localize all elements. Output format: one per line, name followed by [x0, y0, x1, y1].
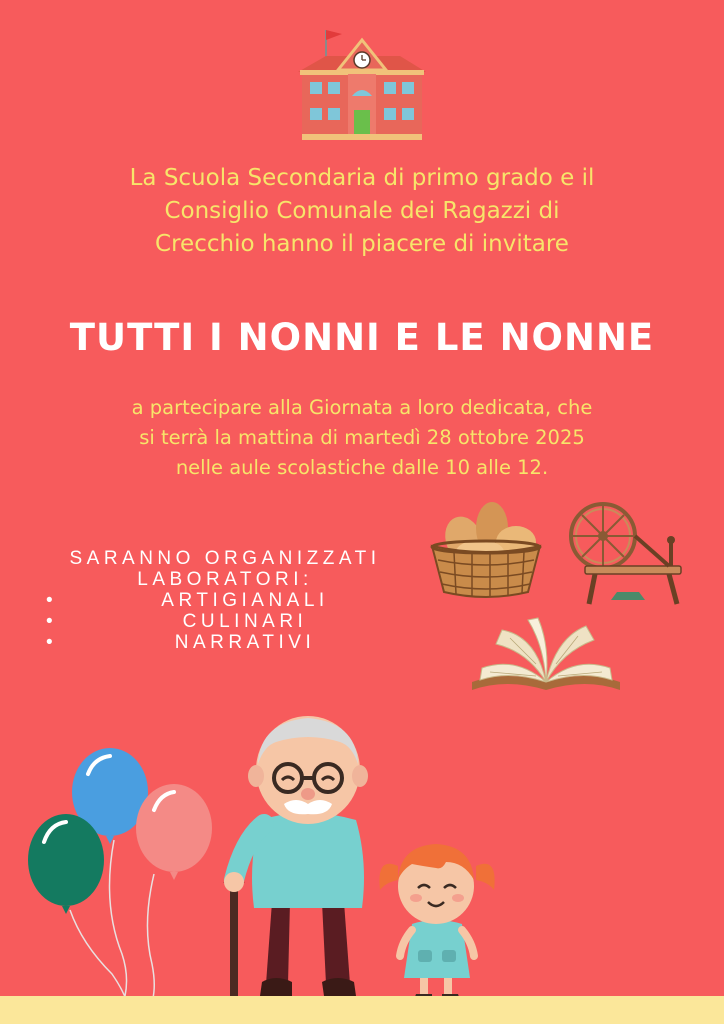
event-details: [40, 393, 684, 483]
bread-basket-icon: [424, 496, 548, 600]
workshops-heading: SARANNO ORGANIZZATI: [69, 548, 381, 569]
details-line: nelle aule scolastiche dalle 10 alle 12.: [175, 456, 549, 479]
list-item: [30, 611, 420, 632]
list-item-label: ARTIGIANALI: [161, 590, 329, 611]
bullet: •: [46, 611, 53, 632]
spinning-wheel-icon: [565, 500, 687, 610]
ground-strip: [0, 996, 724, 1024]
open-book-icon: [466, 616, 626, 700]
balloons-icon: [22, 744, 222, 1014]
intro-line: Consiglio Comunale dei Ragazzi di: [164, 198, 560, 224]
headline: TUTTI I NONNI E LE NONNE: [69, 316, 655, 359]
workshops-section: [30, 548, 420, 653]
workshops-subheading: LABORATORI:: [137, 569, 313, 590]
details-line: a partecipare alla Giornata a loro dedicata, che: [131, 396, 593, 419]
bullet: •: [46, 590, 53, 611]
list-item: [30, 590, 420, 611]
list-item-label: NARRATIVI: [174, 632, 316, 653]
intro-line: Crecchio hanno il piacere di invitare: [155, 231, 569, 257]
school-building-icon: [296, 26, 428, 142]
details-line: si terrà la mattina di martedì 28 ottobre 2025: [139, 426, 585, 449]
list-item-label: CULINARI: [182, 611, 308, 632]
intro-text: [40, 162, 684, 261]
workshops-list: [30, 590, 420, 653]
bullet: •: [46, 632, 53, 653]
girl-icon: [372, 826, 502, 1002]
list-item: [30, 632, 420, 653]
intro-line: La Scuola Secondaria di primo grado e il: [129, 165, 595, 191]
